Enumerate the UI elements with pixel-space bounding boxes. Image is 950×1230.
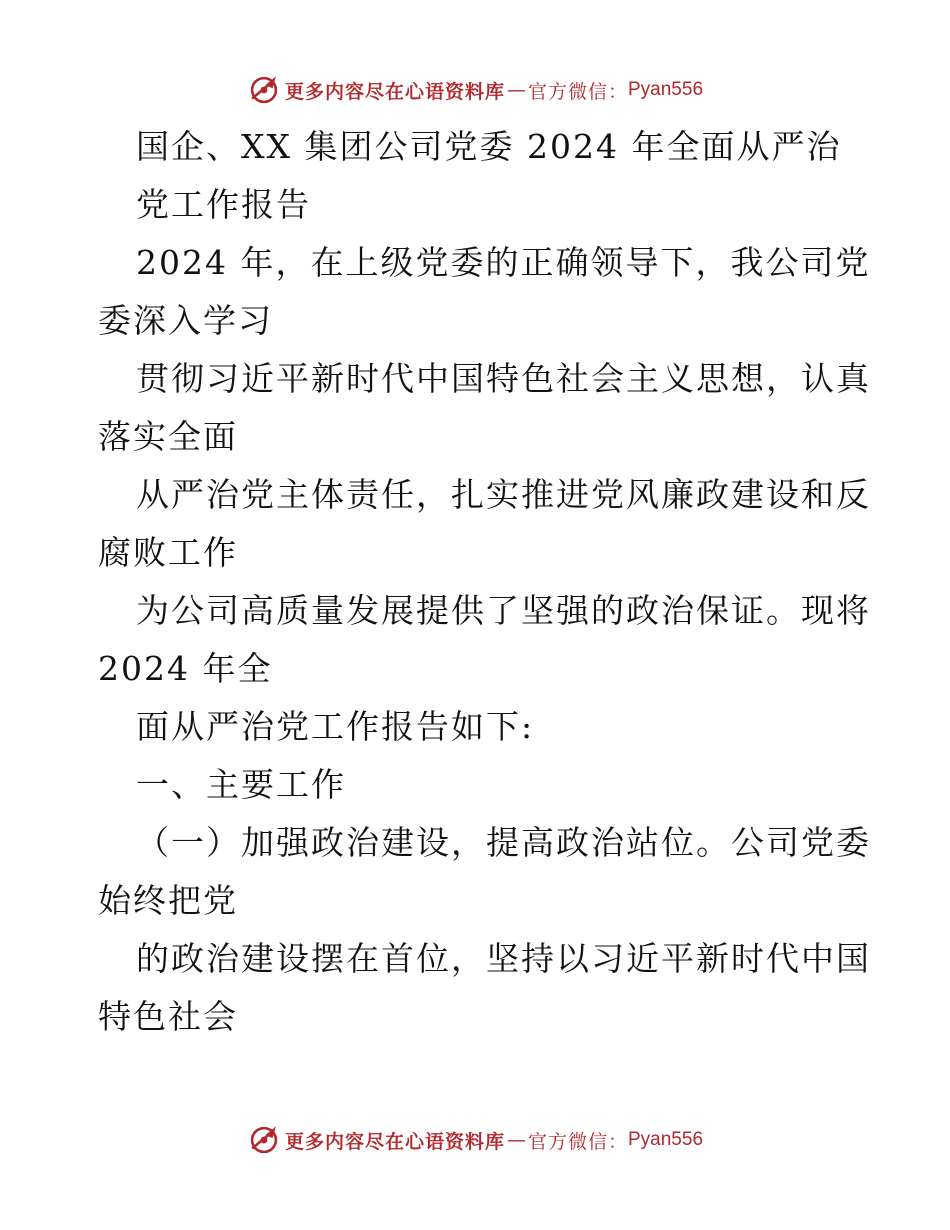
watermark-header [0,70,950,110]
watermark-wechat-label: 官方微信： [527,80,628,103]
paragraph-line: 面从严治党工作报告如下: [136,707,535,746]
paragraph-line: 2024 年全 [98,649,273,688]
pen-logo-icon [247,73,281,107]
watermark-footer [0,1120,950,1160]
title-line-2: 党工作报告 [136,185,311,224]
watermark-brand: 更多内容尽在心语资料库 [284,80,505,103]
paragraph-line: 始终把党 [98,881,238,920]
watermark-wechat-id: Pyan556 [628,79,704,100]
paragraph-line: 腐败工作 [98,533,238,572]
watermark-wechat-id: Pyan556 [628,1129,704,1150]
watermark-wechat-label: 官方微信： [527,1130,628,1153]
paragraph-line: 从严治党主体责任，扎实推进党风廉政建设和反 [136,475,871,514]
watermark-separator: — [506,79,526,101]
document-body [98,118,871,1046]
subsection-heading: （一）加强政治建设，提高政治站位。公司党委 [136,823,871,862]
watermark-separator: — [506,1129,526,1151]
paragraph-line: 委深入学习 [98,301,273,340]
section-heading: 一、主要工作 [136,765,346,804]
paragraph-line: 贯彻习近平新时代中国特色社会主义思想，认真 [136,359,871,398]
title-line-1: 国企、XX 集团公司党委 2024 年全面从严治 [136,127,842,166]
paragraph-line: 的政治建设摆在首位，坚持以习近平新时代中国 [136,939,871,978]
paragraph-line: 2024 年，在上级党委的正确领导下，我公司党 [136,243,871,282]
paragraph-line: 为公司高质量发展提供了坚强的政治保证。现将 [136,591,871,630]
paragraph-line: 特色社会 [98,997,238,1036]
watermark-brand: 更多内容尽在心语资料库 [284,1130,505,1153]
paragraph-line: 落实全面 [98,417,238,456]
pen-logo-icon [247,1123,281,1157]
